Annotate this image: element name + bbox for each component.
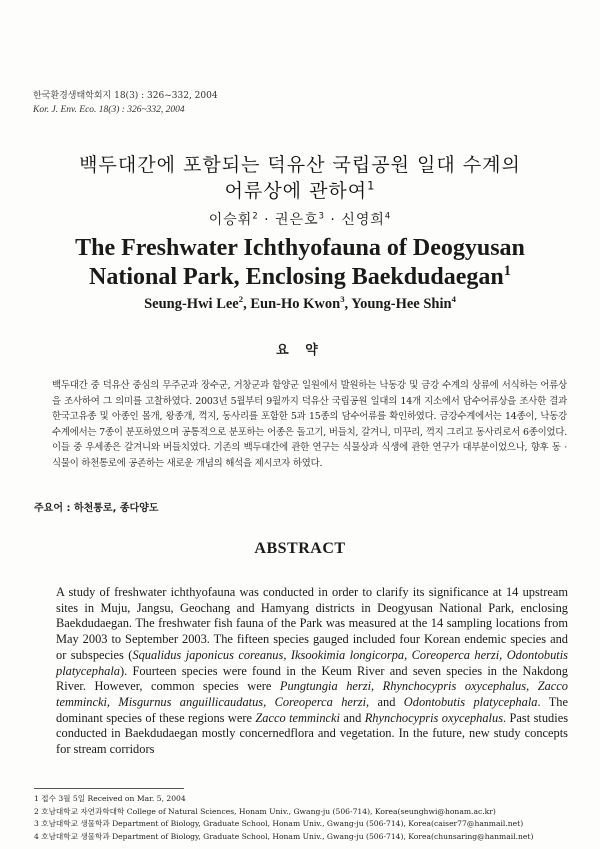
- english-abstract: [34, 585, 568, 758]
- title-korean-footnote-mark: 1: [367, 178, 376, 193]
- abstract-heading: ABSTRACT: [254, 540, 346, 557]
- author-separator: ,: [243, 296, 251, 312]
- author-name-kr: 이승휘: [208, 212, 253, 228]
- author-affiliation-mark: 4: [384, 210, 392, 221]
- species-name: Pungtungia herzi, Rhynchocypris oxycephalus, Zacco temmincki, Misgurnus anguillicaudatus, Coreoperca herzi: [56, 679, 568, 709]
- author-affiliation-mark: 3: [340, 294, 345, 305]
- title-korean-line2: 어류상에 관하여: [224, 180, 368, 202]
- footnotes: [34, 793, 533, 843]
- author-affiliation-mark: 3: [318, 210, 325, 221]
- author-affiliation-mark: 4: [451, 294, 456, 305]
- author-separator: ·: [258, 212, 276, 228]
- korean-abstract-text: 백두대간 중 덕유산 중심의 무주군과 장수군, 거창군과 함양군 일원에서 발원하는 낙동강 및 금강 수계의 상류에 서식하는 어류상을 조사하여 그 의미를 고찰하였다. 2003년 5월부터 9월까지 덕유산 국립공원 일대의 14개 지소에서 담수어류상을 조사한 결과 한국고유종 및 아종인 몰개, 왕종개, 꺽지, 동사리를 포함한 5과 15종의 담수어류를 확인하였다. 금강수계에서는 14종이, 낙동강 수계에서는 7종이 분포하였으며 공통적으로 분포하는 어종은 돌고기, 버들치, 갈겨니, 미꾸리, 꺽지 그리고 동사리로서 6종이었다. 이들 중 우세종은 갈겨니와 버들치였다. 기존의 백두대간에 관한 연구는 식물상과 식생에 관한 연구가 대부분이었으나, 향후 동 · 식물이 하천통로에 공존하는 새로운 개념의 해석을 제시코자 하였다.: [52, 380, 567, 469]
- footnote: 3 호남대학교 생물학과 Department of Biology, Graduate School, Honam Univ., Gwang-ju (506-714), Korea(caiser77@hanmail.net): [34, 819, 524, 828]
- abstract-run: ). Fourteen species were found in the Keum River and seven species in the Nakdong River. However, common species were: [56, 663, 568, 694]
- authors-english: [0, 296, 600, 313]
- species-name: Zacco temmincki: [255, 710, 341, 725]
- journal-citation-en: Kor. J. Env. Eco. 18(3) : 326~332, 2004: [33, 105, 185, 115]
- title-english-line2: National Park, Enclosing Baekdudaegan: [89, 264, 504, 290]
- author-separator: ,: [344, 296, 352, 312]
- footnote-divider: [34, 788, 184, 789]
- korean-abstract-heading: 요 약: [276, 343, 324, 358]
- title-english-line1: The Freshwater Ichthyofauna of Deogyusan: [75, 235, 525, 261]
- footnote: 1 접수 3월 5일 Received on Mar. 5, 2004: [34, 794, 186, 803]
- abstract-run: . Past studies conducted in Baekdudaegan mostly concernedflora and vegetation. In the future, new study concepts for stream corridors: [56, 710, 569, 757]
- footnote: 2 호남대학교 자연과학대학 College of Natural Sciences, Honam Univ., Gwang-ju (506-714), Korea(seunghwi@honam.ac.kr): [34, 806, 496, 816]
- author-name-kr: 권은호: [275, 212, 319, 228]
- footnote: 4 호남대학교 생물학과 Department of Biology, Graduate School, Honam Univ., Gwang-ju (506-714), Korea(chunsaring@hanmail.net): [34, 831, 534, 841]
- keywords: 주요어 : 하천통로, 종다양도: [34, 503, 159, 514]
- author-name-en: Seung-Hwi Lee: [144, 296, 239, 312]
- title-english: [0, 234, 600, 292]
- abstract-run: . The dominant species of these regions were: [56, 694, 568, 725]
- species-name: Squalidus japonicus coreanus, Iksookimia longicorpa, Coreoperca herzi, Odontobutis platycephala: [56, 647, 568, 678]
- author-separator: ·: [324, 212, 342, 228]
- author-name-en: Eun-Ho Kwon: [250, 296, 341, 312]
- author-name-en: Young-Hee Shin: [351, 296, 452, 312]
- abstract-run: , and: [366, 694, 404, 709]
- english-abstract-text: [34, 585, 568, 758]
- korean-abstract: [34, 378, 567, 472]
- author-affiliation-mark: 2: [238, 294, 244, 305]
- species-name: Rhynchocypris oxycephalus: [364, 710, 504, 725]
- abstract-run: and: [340, 710, 365, 725]
- title-english-footnote-mark: 1: [503, 263, 511, 279]
- title-korean: [0, 152, 600, 204]
- author-affiliation-mark: 2: [252, 210, 259, 221]
- abstract-run: A study of freshwater ichthyofauna was conducted in order to clarify its significance at 14 upstream sites in Muju, Jangsu, Geochang and Hamyang districts in Deogyusan National Park, enclosing Baekdudaegan. The freshwater fish fauna of the Park was measured at the 14 sampling locations from May 2003 to September 2003. The fifteen species gauged included four Korean endemic species and or subspecies (: [56, 585, 568, 662]
- journal-citation-kr: 한국환경생태학회지 18(3) : 326~332, 2004: [33, 91, 218, 101]
- author-name-kr: 신영희: [341, 212, 385, 228]
- species-name: Odontobutis platycephala: [403, 694, 538, 709]
- journal-citation: [33, 89, 218, 117]
- authors-korean: [0, 209, 600, 229]
- title-korean-line1: 백두대간에 포함되는 덕유산 국립공원 일대 수계의: [79, 154, 521, 176]
